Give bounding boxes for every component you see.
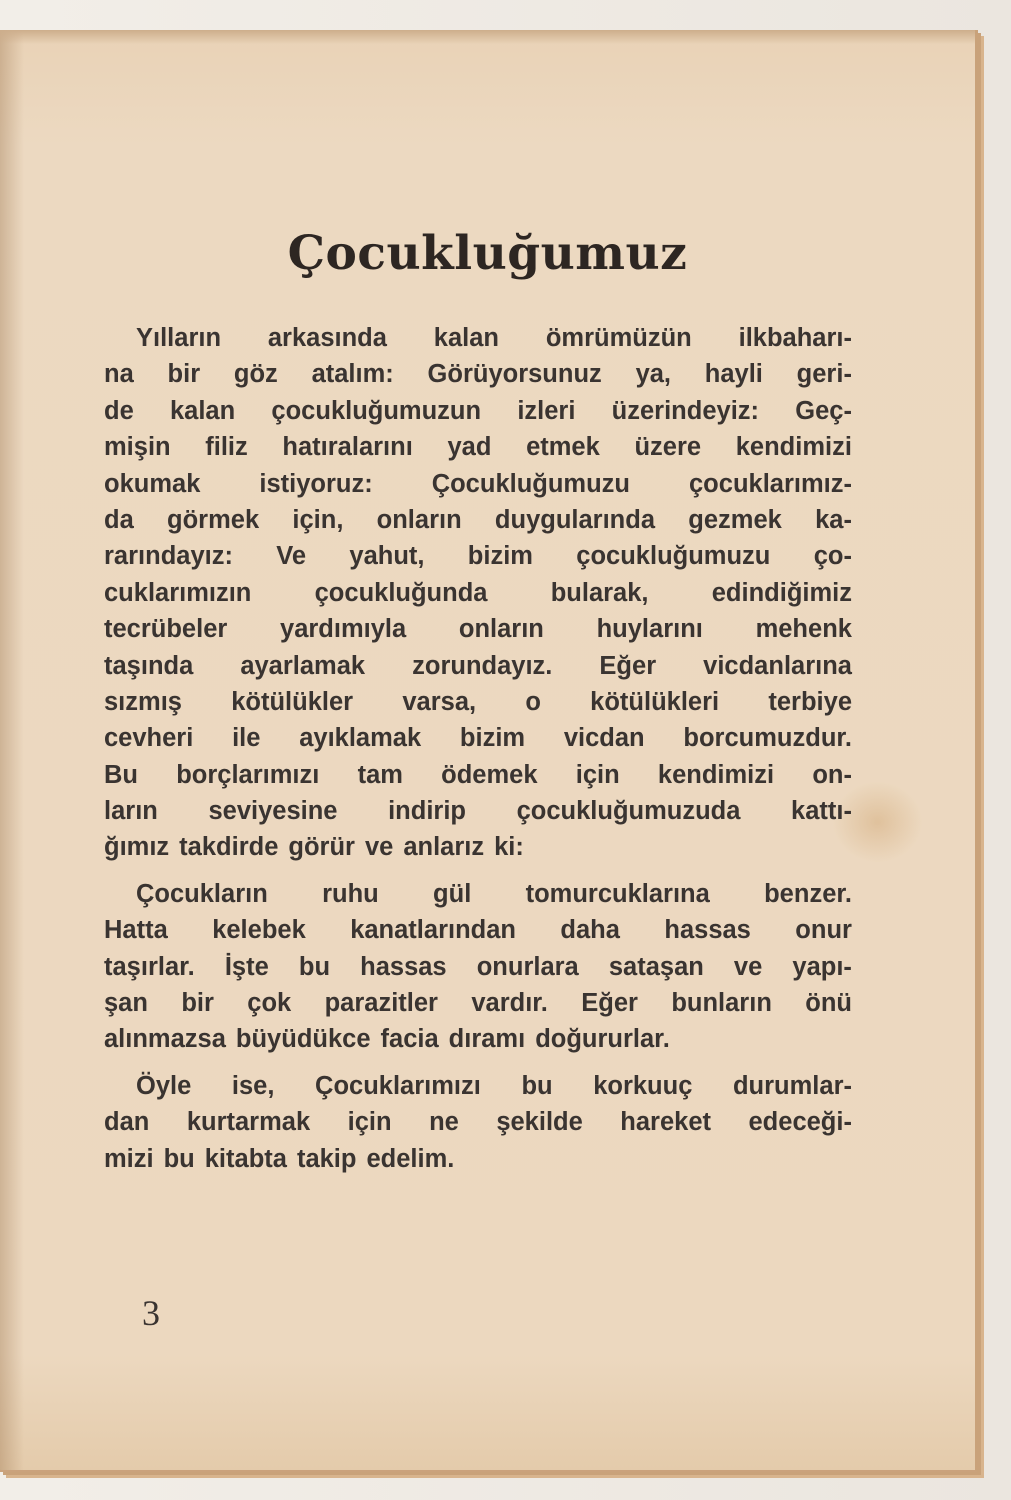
text-line: Çocukların ruhu gül tomurcuklarına benzer. (136, 879, 852, 908)
text-line: ğımız takdirde görür ve anlarız ki: (104, 833, 524, 862)
text-line: da görmek için, onların duygularında gezmek ka- (104, 505, 852, 534)
text-line: cevheri ile ayıklamak bizim vicdan borcumuzdur. (104, 724, 852, 753)
text-line: Öyle ise, Çocuklarımızı bu korkuuç durumlar- (136, 1071, 852, 1100)
text-line: ların seviyesine indirip çocukluğumuzuda kattı- (104, 797, 852, 826)
text-line: şan bir çok parazitler vardır. Eğer bunların önü (104, 989, 852, 1018)
text-line: okumak istiyoruz: Çocukluğumuzu çocuklarımız- (104, 469, 852, 498)
paragraph-gap (104, 866, 852, 876)
page-title: Çocukluğumuz (287, 226, 688, 282)
text-line: Hatta kelebek kanatlarından daha hassas onur (104, 916, 852, 945)
text-line: taşırlar. İşte bu hassas onurlara sataşan ve yapı- (104, 952, 852, 981)
text-line: rarındayız: Ve yahut, bizim çocukluğumuzu ço- (104, 542, 852, 571)
text-line: mişin filiz hatıralarını yad etmek üzere kendimizi (104, 433, 852, 462)
page-number: 3 (142, 1293, 160, 1333)
text-line: dan kurtarmak için ne şekilde hareket edeceği- (104, 1108, 852, 1137)
text-line: taşında ayarlamak zorundayız. Eğer vicdanlarına (104, 651, 852, 680)
paragraph-gap (104, 1058, 852, 1068)
body-text (104, 320, 852, 1177)
text-line: Bu borçlarımızı tam ödemek için kendimizi on- (104, 760, 852, 789)
text-line: cuklarımızın çocukluğunda bularak, edindiğimiz (104, 578, 852, 607)
text-line: alınmazsa büyüdükce facia dıramı doğururlar. (104, 1025, 670, 1054)
page-top-edge (0, 30, 975, 44)
text-line: mizi bu kitabta takip edelim. (104, 1144, 455, 1173)
text-line: Yılların arkasında kalan ömrümüzün ilkbaharı- (136, 324, 852, 352)
text-line: tecrübeler yardımıyla onların huylarını mehenk (104, 615, 852, 644)
text-line: sızmış kötülükler varsa, o kötülükleri terbiye (104, 687, 852, 716)
text-line: de kalan çocukluğumuzun izleri üzerindeyiz: Geç- (104, 396, 852, 425)
text-line: na bir göz atalım: Görüyorsunuz ya, hayli geri- (104, 360, 852, 389)
